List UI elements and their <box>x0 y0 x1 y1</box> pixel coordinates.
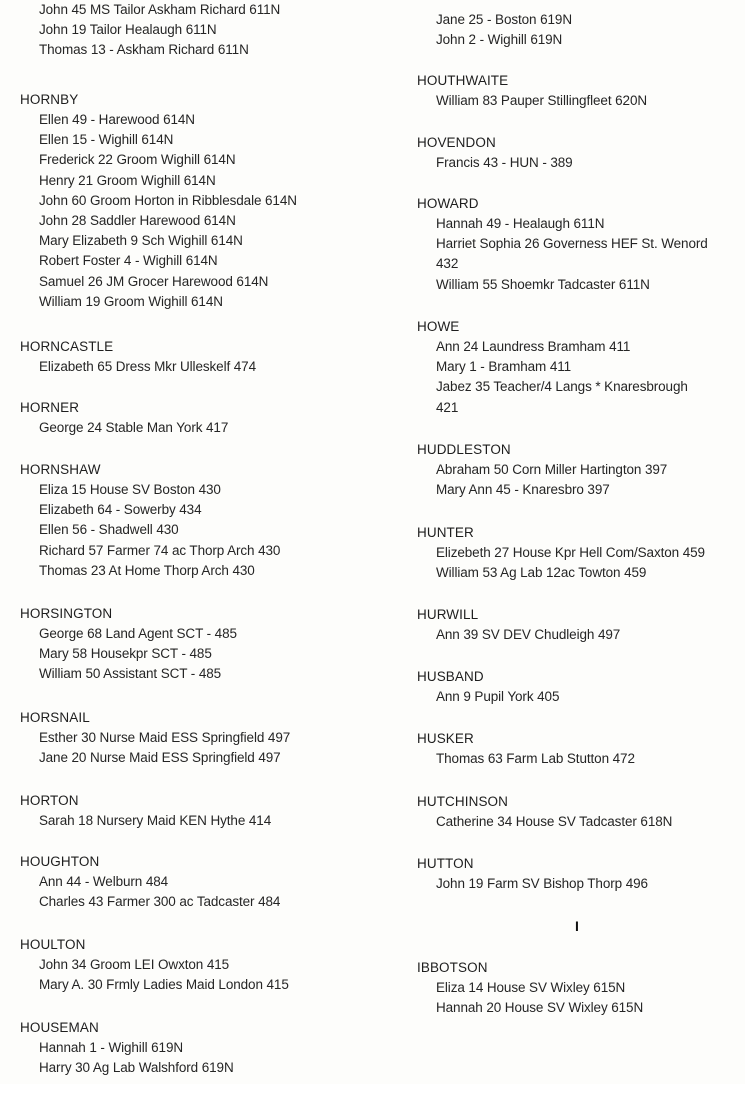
person-record: Ellen 15 - Wighill 614N <box>39 132 174 148</box>
person-record: Ann 9 Pupil York 405 <box>436 689 560 704</box>
person-record: Harriet Sophia 26 Governess HEF St. Wenord <box>436 236 708 252</box>
surname-heading: HORNER <box>20 400 80 415</box>
person-list <box>417 10 745 50</box>
person-list <box>417 337 745 418</box>
surname-entry <box>20 852 410 912</box>
surname-heading: HOULTON <box>20 937 86 952</box>
person-record: Elizabeth 65 Dress Mkr Ulleskelf 474 <box>39 359 256 374</box>
person-record: Mary Ann 45 - Knaresbro 397 <box>436 482 610 498</box>
surname-entry <box>417 729 745 769</box>
person-record: Mary Elizabeth 9 Sch Wighill 614N <box>39 233 243 249</box>
person-record: John 60 Groom Horton in Ribblesdale 614N <box>39 192 297 208</box>
person-record: Hannah 49 - Healaugh 611N <box>436 216 605 231</box>
person-list <box>20 480 410 581</box>
person-record: Ann 44 - Welburn 484 <box>39 874 169 889</box>
person-record: Ellen 49 - Harewood 614N <box>39 112 195 127</box>
person-list <box>417 749 745 769</box>
person-record: William 55 Shoemkr Tadcaster 611N <box>436 276 650 292</box>
person-record: John 19 Tailor Healaugh 611N <box>39 22 217 38</box>
person-record: Ellen 56 - Shadwell 430 <box>39 522 179 538</box>
surname-heading: HUSBAND <box>417 669 484 684</box>
person-record: 432 <box>436 256 459 272</box>
person-list <box>417 153 745 173</box>
surname-entry <box>417 523 745 583</box>
surname-heading: HOUGHTON <box>20 854 100 869</box>
person-record: William 53 Ag Lab 12ac Towton 459 <box>436 565 647 581</box>
surname-entry <box>417 792 745 832</box>
surname-heading: HUDDLESTON <box>417 442 511 457</box>
person-record: William 19 Groom Wighill 614N <box>39 293 223 309</box>
person-list <box>20 955 410 995</box>
person-record: Richard 57 Farmer 74 ac Thorp Arch 430 <box>39 542 281 558</box>
person-record: 421 <box>436 399 459 415</box>
person-record: Henry 21 Groom Wighill 614N <box>39 172 216 188</box>
surname-entry <box>20 337 410 377</box>
surname-entry <box>417 440 745 500</box>
surname-heading: HUSKER <box>417 731 474 746</box>
surname-heading: HORNBY <box>20 92 79 107</box>
person-record: George 24 Stable Man York 417 <box>39 420 229 435</box>
person-record: Jabez 35 Teacher/4 Langs * Knaresbrough <box>436 379 688 395</box>
person-record: Elizebeth 27 House Kpr Hell Com/Saxton 459 <box>436 545 705 560</box>
surname-heading: HOVENDON <box>417 135 496 150</box>
person-record: John 45 MS Tailor Askham Richard 611N <box>39 2 281 17</box>
surname-heading: HORNSHAW <box>20 462 101 477</box>
person-list <box>417 91 745 111</box>
person-record: Harry 30 Ag Lab Walshford 619N <box>39 1060 234 1076</box>
person-list <box>20 624 410 685</box>
surname-entry <box>20 460 410 581</box>
person-record: John 28 Saddler Harewood 614N <box>39 212 236 228</box>
person-list <box>417 543 745 583</box>
person-record: John 34 Groom LEI Owxton 415 <box>39 957 230 972</box>
surname-heading: IBBOTSON <box>417 960 488 975</box>
surname-heading: HORNCASTLE <box>20 339 114 354</box>
surname-entry <box>417 317 745 418</box>
surname-entry <box>417 71 745 111</box>
person-list <box>417 978 745 1018</box>
person-list <box>20 110 410 312</box>
surname-entry <box>20 935 410 995</box>
surname-heading: HOWE <box>417 319 460 334</box>
surname-heading: HOUTHWAITE <box>417 73 509 88</box>
surname-entry <box>417 854 745 894</box>
person-record: Elizabeth 64 - Sowerby 434 <box>39 502 202 518</box>
person-record: Ann 39 SV DEV Chudleigh 497 <box>436 627 621 642</box>
surname-entry <box>417 133 745 173</box>
surname-heading: HORTON <box>20 793 79 808</box>
person-record: Mary 1 - Bramham 411 <box>436 359 572 375</box>
section-letter-mark: I <box>575 918 579 934</box>
person-record: Sarah 18 Nursery Maid KEN Hythe 414 <box>39 813 272 828</box>
person-list <box>20 357 410 377</box>
surname-entry <box>417 667 745 707</box>
person-list <box>417 214 745 295</box>
person-record: John 2 - Wighill 619N <box>436 32 563 48</box>
surname-entry <box>417 958 745 1018</box>
person-list <box>20 872 410 912</box>
person-record: Mary 58 Housekpr SCT - 485 <box>39 646 212 662</box>
person-record: Ann 24 Laundress Bramham 411 <box>436 339 631 354</box>
person-list <box>417 460 745 500</box>
person-record: Catherine 34 House SV Tadcaster 618N <box>436 814 673 829</box>
person-record: Robert Foster 4 - Wighill 614N <box>39 253 218 269</box>
person-record: Thomas 13 - Askham Richard 611N <box>39 42 249 58</box>
surname-heading: HORSNAIL <box>20 710 90 725</box>
person-list <box>20 0 410 61</box>
person-record: Francis 43 - HUN - 389 <box>436 155 573 170</box>
surname-heading: HOUSEMAN <box>20 1020 99 1035</box>
person-record: George 68 Land Agent SCT - 485 <box>39 626 237 641</box>
surname-heading: HOWARD <box>417 196 479 211</box>
person-list <box>20 1038 410 1078</box>
person-record: Charles 43 Farmer 300 ac Tadcaster 484 <box>39 894 281 910</box>
surname-entry <box>20 791 410 831</box>
person-record: Eliza 14 House SV Wixley 615N <box>436 980 626 995</box>
person-record: Mary A. 30 Frmly Ladies Maid London 415 <box>39 977 289 993</box>
person-record: Thomas 23 At Home Thorp Arch 430 <box>39 562 255 578</box>
surname-heading: HURWILL <box>417 607 479 622</box>
person-record: Abraham 50 Corn Miller Hartington 397 <box>436 462 668 477</box>
surname-entry <box>20 90 410 312</box>
person-record: William 83 Pauper Stillingfleet 620N <box>436 93 648 108</box>
person-record: John 19 Farm SV Bishop Thorp 496 <box>436 876 648 891</box>
surname-heading: HUTCHINSON <box>417 794 508 809</box>
person-record: Thomas 63 Farm Lab Stutton 472 <box>436 751 635 766</box>
surname-entry <box>20 708 410 768</box>
person-record: Frederick 22 Groom Wighill 614N <box>39 152 236 168</box>
person-record: Jane 25 - Boston 619N <box>436 12 572 27</box>
person-record: Jane 20 Nurse Maid ESS Springfield 497 <box>39 750 281 766</box>
person-record: Eliza 15 House SV Boston 430 <box>39 482 221 497</box>
surname-entry <box>417 605 745 645</box>
person-list <box>20 811 410 831</box>
person-record: William 50 Assistant SCT - 485 <box>39 666 222 682</box>
person-record: Hannah 1 - Wighill 619N <box>39 1040 184 1055</box>
surname-entry <box>417 194 745 295</box>
surname-entry <box>20 398 410 438</box>
person-list <box>417 625 745 645</box>
person-record: Samuel 26 JM Grocer Harewood 614N <box>39 273 269 289</box>
surname-heading: HUTTON <box>417 856 474 871</box>
person-list <box>20 418 410 438</box>
surname-entry <box>20 604 410 685</box>
surname-entry <box>20 0 410 61</box>
person-list <box>417 812 745 832</box>
surname-heading: HUNTER <box>417 525 474 540</box>
surname-entry <box>417 10 745 50</box>
person-list <box>20 728 410 768</box>
surname-heading: HORSINGTON <box>20 606 113 621</box>
person-list <box>417 687 745 707</box>
person-list <box>417 874 745 894</box>
surname-entry <box>20 1018 410 1078</box>
person-record: Hannah 20 House SV Wixley 615N <box>436 1000 644 1016</box>
page-bottom-edge <box>0 1084 745 1100</box>
person-record: Esther 30 Nurse Maid ESS Springfield 497 <box>39 730 291 745</box>
